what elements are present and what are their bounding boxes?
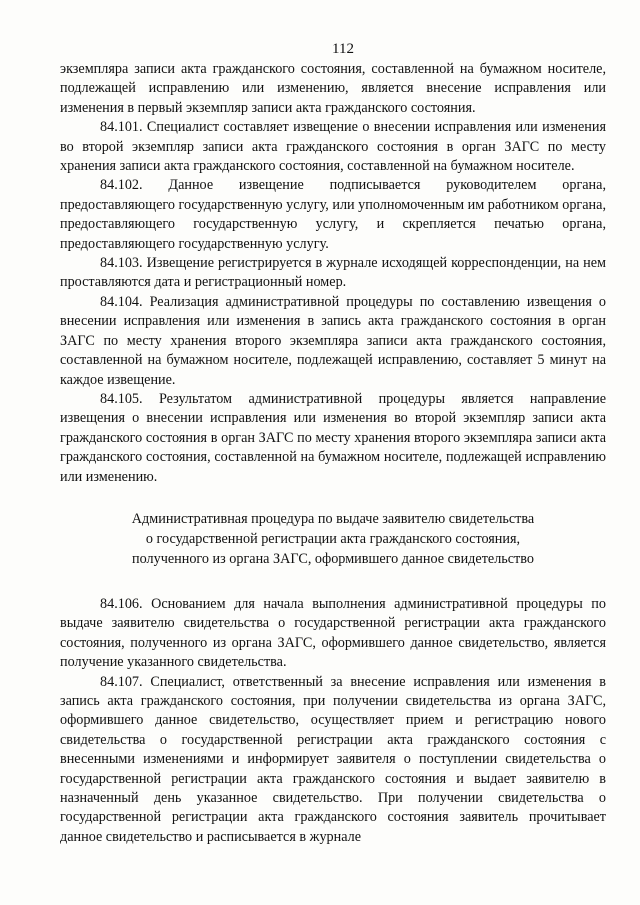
- page-number: 112: [332, 41, 354, 57]
- body-text-bottom: [60, 595, 606, 847]
- paragraph-continuation: экземпляра записи акта гражданского состояния, составленной на бумажном носителе, подлежащей исправлению или изменению, является внесение исправления или изменения в первый экземпляр записи акта гражданского состояния.: [60, 61, 606, 116]
- section-heading-line: полученного из органа ЗАГС, оформившего данное свидетельство: [132, 550, 534, 567]
- paragraph-84-103: 84.103. Извещение регистрируется в журнале исходящей корреспонденции, на нем проставляются дата и регистрационный номер.: [60, 255, 606, 291]
- paragraph-84-105: 84.105. Результатом административной процедуры является направление извещения о внесении исправления или изменения во второй экземпляр записи акта гражданского состояния в орган ЗАГС по месту хранения второго экземпляра записи акта гражданского состояния, составленной на бумажном носителе, подлежащей исправлению или изменению.: [60, 390, 606, 485]
- section-heading-line: Административная процедура по выдаче заявителю свидетельства: [131, 510, 535, 527]
- section-heading-line: о государственной регистрации акта гражданского состояния,: [145, 530, 521, 547]
- paragraph-84-107: 84.107. Специалист, ответственный за внесение исправления или изменения в запись акта гражданского состояния, при получении свидетельства из органа ЗАГС, оформившего данное свидетельство, осуществляет прием и регистрацию нового свидетельства о государственной регистрации акта гражданского состояния с внесенными изменениями и информирует заявителя о поступлении свидетельства о государственной регистрации акта гражданского состояния и выдает заявителю в назначенный день указанное свидетельство. При получении свидетельства о государственной регистрации акта гражданского состояния заявитель прочитывает данное свидетельство и расписывается в журнале: [60, 673, 606, 845]
- paragraph-84-101: 84.101. Специалист составляет извещение о внесении исправления или изменения во второй экземпляр записи акта гражданского состояния в орган ЗАГС по месту хранения записи акта гражданского состояния, составленной на бумажном носителе.: [60, 119, 606, 175]
- paragraph-84-102: 84.102. Данное извещение подписывается руководителем органа, предоставляющего государственную услугу, или уполномоченным им работником органа, предоставляющего государственную услугу, и скрепляется печатью органа, предоставляющего государственную услугу.: [60, 177, 606, 252]
- section-heading: [60, 509, 606, 569]
- paragraph-84-106: 84.106. Основанием для начала выполнения административной процедуры по выдаче заявителю свидетельства о государственной регистрации акта гражданского состояния, полученного из органа ЗАГС, оформившего данное свидетельство, является получение указанного свидетельства.: [60, 595, 606, 671]
- body-text-top: [60, 60, 606, 487]
- paragraph-84-104: 84.104. Реализация административной процедуры по составлению извещения о внесении исправления или изменения в запись акта гражданского состояния в орган ЗАГС по месту хранения второго экземпляра записи акта гражданского состояния, составленной на бумажном носителе, подлежащей исправлению, составляет 5 минут на каждое извещение.: [60, 293, 606, 388]
